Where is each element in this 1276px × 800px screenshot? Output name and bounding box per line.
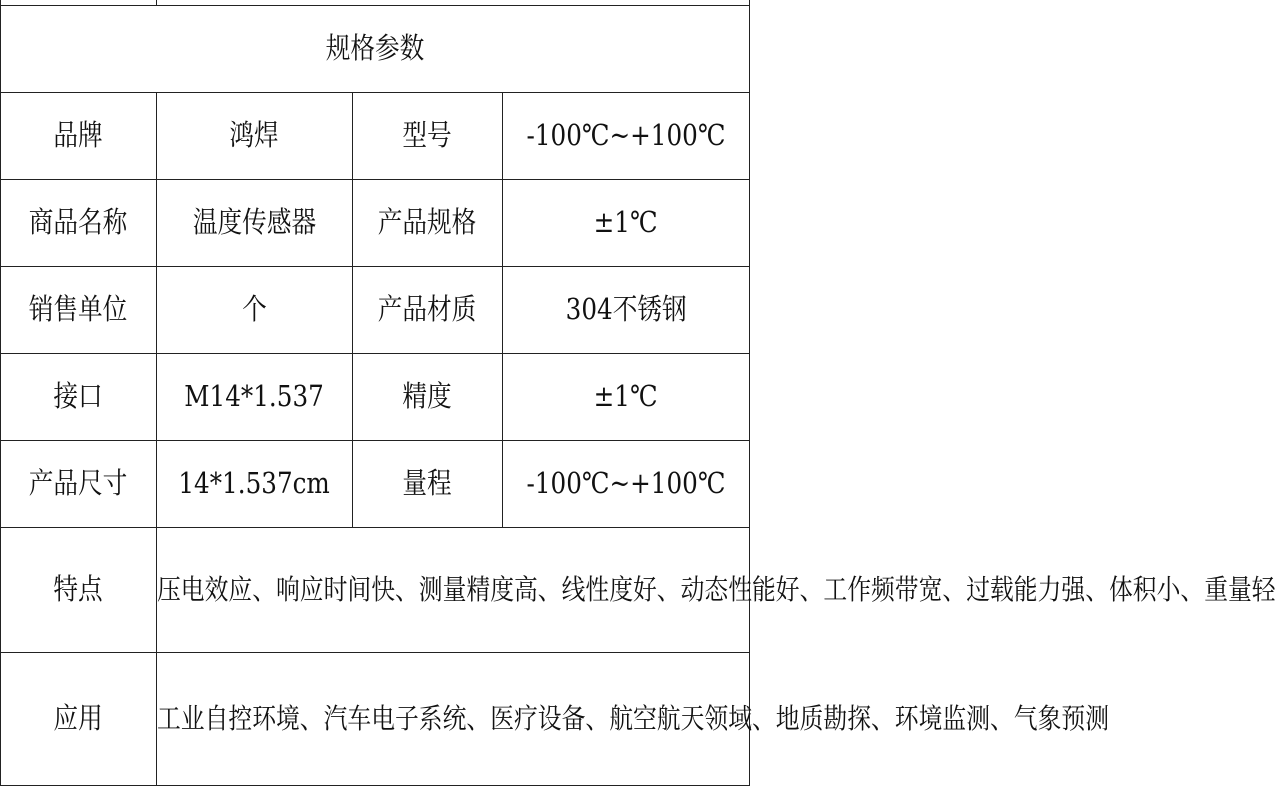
features-label: 特点	[53, 572, 104, 607]
label-cell	[1, 267, 157, 354]
table-title: 规格参数	[325, 31, 425, 66]
table-row	[1, 93, 750, 180]
sales-unit-value: 个	[242, 292, 267, 327]
size-value: 14*1.537cm	[178, 466, 331, 501]
table-title-row	[1, 6, 750, 93]
interface-label: 接口	[53, 379, 104, 414]
features-text: 压电效应、响应时间快、测量精度高、线性度好、动态性能好、工作频带宽、过载能力强、体积小、重量轻	[157, 573, 1276, 606]
material-label: 产品材质	[378, 292, 477, 327]
spec-value: ±1℃	[594, 205, 658, 240]
value-cell	[503, 267, 750, 354]
label-cell	[1, 93, 157, 180]
label-cell	[353, 441, 503, 528]
value-cell	[503, 441, 750, 528]
label-cell	[1, 528, 157, 653]
table-row	[1, 653, 750, 786]
label-cell	[1, 354, 157, 441]
sales-unit-label: 销售单位	[29, 292, 128, 327]
application-label: 应用	[53, 701, 104, 736]
value-cell	[503, 354, 750, 441]
label-cell	[1, 653, 157, 786]
product-name-value: 温度传感器	[192, 205, 317, 240]
table-title-cell	[1, 6, 750, 93]
table-row	[1, 267, 750, 354]
label-cell	[1, 180, 157, 267]
value-cell	[157, 180, 353, 267]
application-text: 工业自控环境、汽车电子系统、医疗设备、航空航天领域、地质勘探、环境监测、气象预测	[157, 702, 1110, 735]
table-row	[1, 441, 750, 528]
product-name-label: 商品名称	[29, 205, 128, 240]
brand-label: 品牌	[53, 118, 104, 153]
range-label: 量程	[402, 466, 453, 501]
table-row	[1, 180, 750, 267]
label-cell	[353, 180, 503, 267]
label-cell	[353, 267, 503, 354]
value-cell	[157, 93, 353, 180]
table-row	[1, 354, 750, 441]
value-cell	[157, 267, 353, 354]
table-row	[1, 528, 750, 653]
model-value: -100℃~+100℃	[526, 118, 726, 153]
value-cell	[503, 180, 750, 267]
label-cell	[1, 441, 157, 528]
accuracy-label: 精度	[402, 379, 453, 414]
value-cell	[503, 93, 750, 180]
range-value: -100℃~+100℃	[526, 466, 726, 501]
interface-value: M14*1.537	[184, 379, 325, 414]
size-label: 产品尺寸	[29, 466, 128, 501]
brand-value: 鸿焊	[229, 118, 280, 153]
value-cell	[157, 354, 353, 441]
features-cell	[157, 528, 1276, 653]
material-value: 304不锈钢	[565, 292, 687, 327]
spec-label: 产品规格	[378, 205, 477, 240]
label-cell	[353, 354, 503, 441]
label-cell	[353, 93, 503, 180]
accuracy-value: ±1℃	[594, 379, 658, 414]
value-cell	[157, 441, 353, 528]
application-cell	[157, 653, 1110, 786]
model-label: 型号	[402, 118, 453, 153]
